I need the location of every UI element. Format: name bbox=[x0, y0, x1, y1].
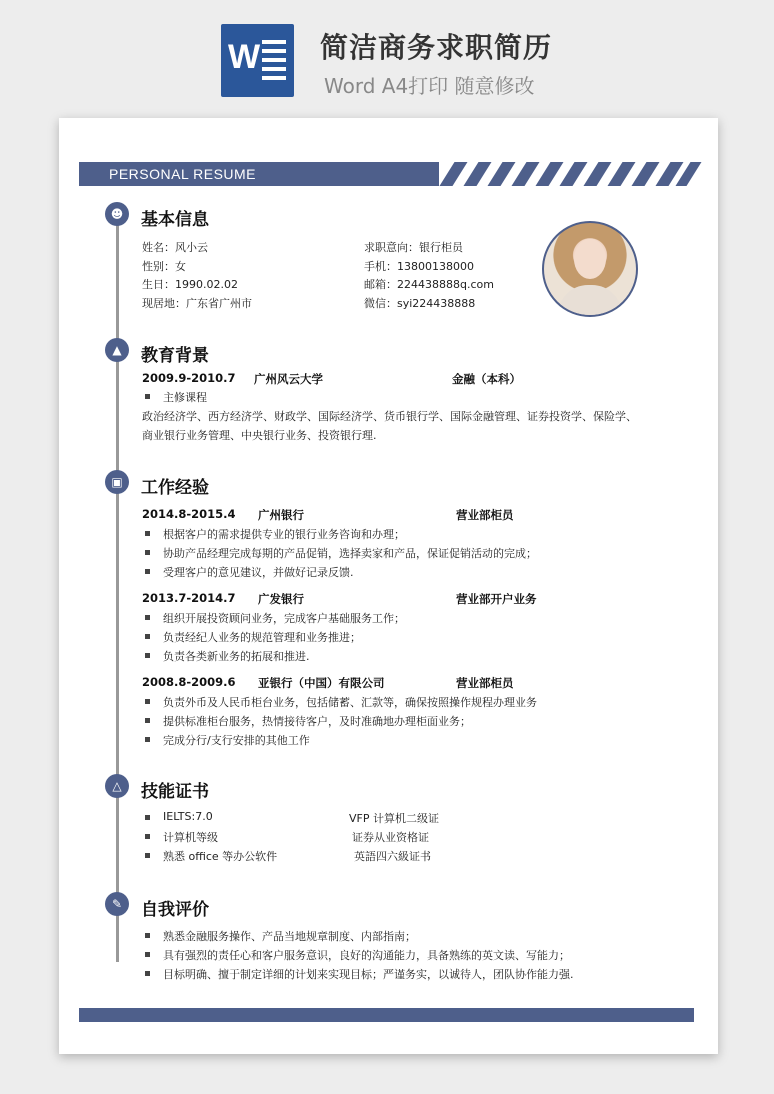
section-title-self-eval: 自我评价 bbox=[141, 900, 209, 920]
banner-stripe bbox=[512, 162, 540, 186]
education-major: 金融（本科） bbox=[452, 372, 521, 386]
job-duty: 组织开展投资顾问业务，完成客户基础服务工作； bbox=[163, 612, 405, 625]
section-title-education: 教育背景 bbox=[141, 346, 209, 366]
job-period: 2014.8-2015.4 bbox=[142, 507, 236, 521]
word-logo-letter: W bbox=[228, 38, 261, 76]
bullet-icon bbox=[145, 834, 150, 839]
job-duty: 负责外币及人民币柜台业务，包括储蓄、汇款等，确保按照操作规程办理业务 bbox=[163, 696, 537, 709]
bullet-icon bbox=[145, 653, 150, 658]
banner-stripe bbox=[488, 162, 516, 186]
bullet-icon bbox=[145, 550, 150, 555]
job-duty: 完成分行/支行安排的其他工作 bbox=[163, 734, 310, 747]
job-role: 营业部柜员 bbox=[456, 508, 514, 522]
banner-text: PERSONAL RESUME bbox=[109, 166, 257, 182]
skill-item: 计算机等级 bbox=[163, 831, 218, 844]
briefcase-icon: ▣ bbox=[105, 470, 129, 494]
avatar bbox=[542, 221, 638, 317]
job-company: 亚银行（中国）有限公司 bbox=[258, 676, 385, 690]
self-eval-item: 具有强烈的责任心和客户服务意识，良好的沟通能力，具备熟练的英文读、写能力； bbox=[163, 949, 570, 962]
user-icon: ☻ bbox=[105, 202, 129, 226]
basic-wechat: 微信：syi224438888 bbox=[364, 297, 476, 310]
banner-stripe bbox=[560, 162, 588, 186]
bullet-icon bbox=[145, 718, 150, 723]
graduation-cap-icon: ▲ bbox=[105, 338, 129, 362]
bullet-icon bbox=[145, 615, 150, 620]
basic-birthday: 生日：1990.02.02 bbox=[142, 278, 238, 291]
basic-gender: 性别：女 bbox=[142, 260, 186, 273]
section-title-basic: 基本信息 bbox=[141, 210, 209, 230]
banner-stripe bbox=[584, 162, 612, 186]
resume-banner bbox=[79, 162, 694, 186]
word-logo-icon bbox=[221, 24, 294, 97]
job-period: 2008.8-2009.6 bbox=[142, 675, 236, 689]
job-role: 营业部开户业务 bbox=[456, 592, 537, 606]
bullet-icon bbox=[145, 531, 150, 536]
banner-stripe bbox=[464, 162, 492, 186]
certificate-item: 英語四六級证书 bbox=[354, 850, 431, 863]
basic-job-intent: 求职意向：银行柜员 bbox=[364, 241, 463, 254]
bullet-icon bbox=[145, 853, 150, 858]
bullet-icon bbox=[145, 634, 150, 639]
basic-phone: 手机：13800138000 bbox=[364, 260, 474, 273]
flask-icon: △ bbox=[105, 774, 129, 798]
certificate-item: VFP 计算机二级证 bbox=[349, 812, 439, 825]
bullet-icon bbox=[145, 699, 150, 704]
skill-item: 熟悉 office 等办公软件 bbox=[163, 850, 278, 863]
word-logo-lines bbox=[262, 40, 286, 85]
education-courses-line1: 政治经济学、西方经济学、财政学、国际经济学、货币银行学、国际金融管理、证券投资学、保险学、 bbox=[142, 410, 637, 423]
job-company: 广州银行 bbox=[258, 508, 304, 522]
job-period: 2013.7-2014.7 bbox=[142, 591, 236, 605]
job-duty: 根据客户的需求提供专业的银行业务咨询和办理； bbox=[163, 528, 405, 541]
bullet-icon bbox=[145, 952, 150, 957]
skill-item: IELTS:7.0 bbox=[163, 810, 213, 823]
job-duty: 提供标准柜台服务，热情接待客户，及时准确地办理柜面业务； bbox=[163, 715, 471, 728]
banner-stripe bbox=[536, 162, 564, 186]
certificate-item: 证券从业资格证 bbox=[352, 831, 429, 844]
basic-email: 邮箱：224438888q.com bbox=[364, 278, 494, 291]
avatar-face bbox=[574, 239, 606, 279]
bullet-icon bbox=[145, 569, 150, 574]
footer-bar bbox=[79, 1008, 694, 1022]
basic-name: 姓名：风小云 bbox=[142, 241, 208, 254]
education-school: 广州风云大学 bbox=[254, 372, 323, 386]
education-period: 2009.9-2010.7 bbox=[142, 371, 236, 385]
job-duty: 负责各类新业务的拓展和推进. bbox=[163, 650, 310, 663]
bullet-icon bbox=[145, 933, 150, 938]
job-role: 营业部柜员 bbox=[456, 676, 514, 690]
bullet-icon bbox=[145, 971, 150, 976]
edit-icon: ✎ bbox=[105, 892, 129, 916]
banner-stripe bbox=[440, 162, 468, 186]
banner-stripe bbox=[632, 162, 660, 186]
timeline-line bbox=[116, 214, 119, 962]
page-subtitle: Word A4打印 随意修改 bbox=[324, 74, 535, 98]
section-title-skills: 技能证书 bbox=[141, 782, 209, 802]
education-courses-line2: 商业银行业务管理、中央银行业务、投资银行理. bbox=[142, 429, 377, 442]
basic-address: 现居地：广东省广州市 bbox=[142, 297, 252, 310]
banner-stripe bbox=[608, 162, 636, 186]
self-eval-item: 目标明确、擅于制定详细的计划来实现目标；严谨务实，以诚待人，团队协作能力强. bbox=[163, 968, 574, 981]
bullet-icon bbox=[145, 394, 150, 399]
page-title: 简洁商务求职简历 bbox=[320, 31, 553, 64]
bullet-icon bbox=[145, 737, 150, 742]
avatar-body bbox=[558, 285, 622, 317]
self-eval-item: 熟悉金融服务操作、产品当地规章制度、内部指南； bbox=[163, 930, 416, 943]
section-title-work: 工作经验 bbox=[141, 478, 209, 498]
bullet-icon bbox=[145, 815, 150, 820]
job-duty: 受理客户的意见建议，并做好记录反馈. bbox=[163, 566, 354, 579]
job-duty: 协助产品经理完成每期的产品促销，选择卖家和产品，保证促销活动的完成； bbox=[163, 547, 537, 560]
job-company: 广发银行 bbox=[258, 592, 304, 606]
education-course-label: 主修课程 bbox=[163, 391, 207, 404]
job-duty: 负责经纪人业务的规范管理和业务推进； bbox=[163, 631, 361, 644]
